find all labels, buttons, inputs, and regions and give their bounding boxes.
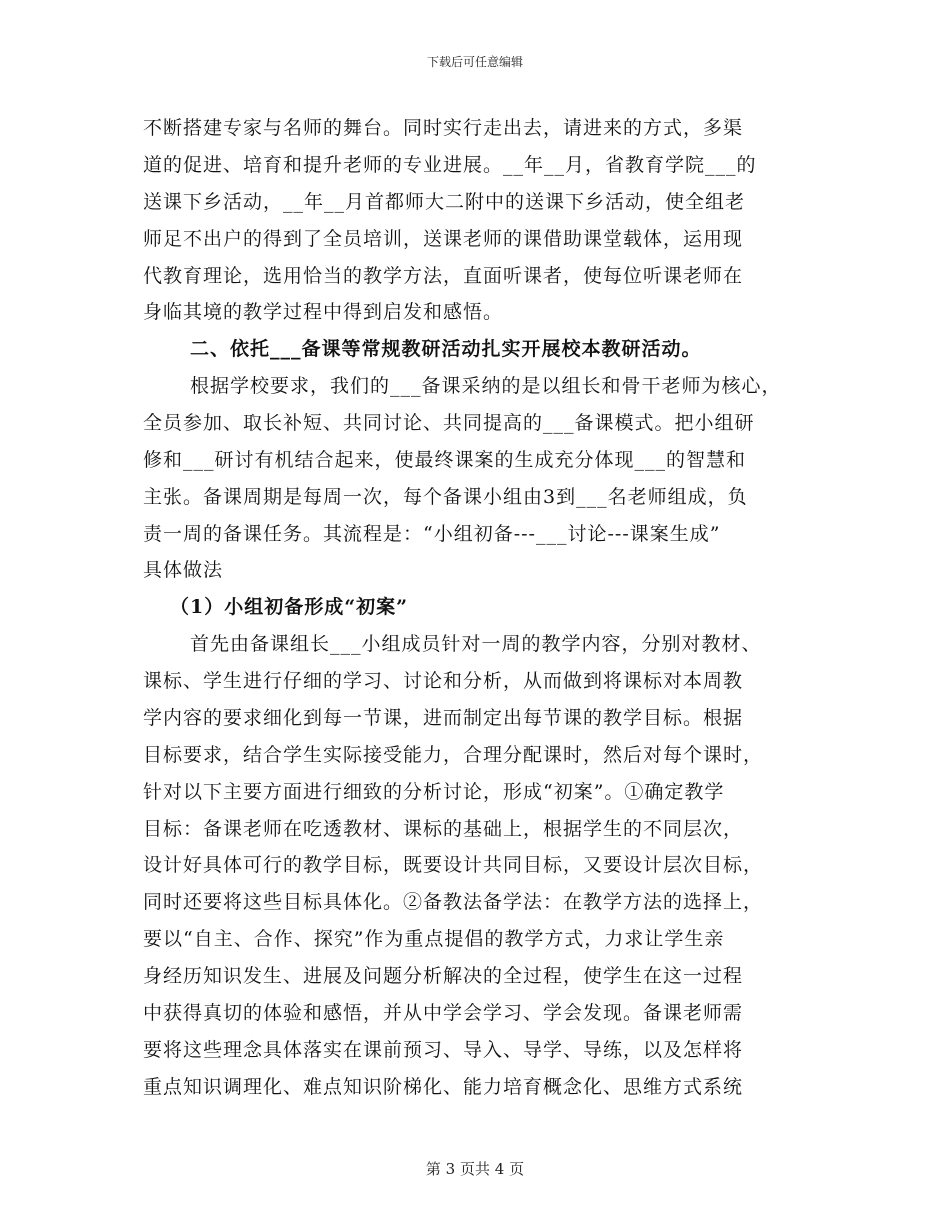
body-line: 责一周的备课任务。其流程是：“小组初备---___讨论---课案生成” [143, 523, 721, 545]
body-line: 代教育理论，选用恰当的教学方法，直面听课者，使每位听课老师在 [143, 265, 744, 287]
body-line: 送课下乡活动，__年__月首都师大二附中的送课下乡活动，使全组老 [143, 191, 746, 213]
body-line: 目标要求，结合学生实际接受能力，合理分配课时，然后对每个课时， [143, 744, 764, 766]
body-line: 要以“自主、合作、探究”作为重点提倡的教学方式，力求让学生亲 [143, 928, 725, 950]
body-line: 主张。备课周期是每周一次，每个备课小组由3到___名老师组成，负 [143, 486, 748, 508]
body-line: 设计好具体可行的教学目标，既要设计共同目标，又要设计层次目标， [143, 854, 764, 876]
body-line: 不断搭建专家与名师的舞台。同时实行走出去，请进来的方式，多渠 [143, 117, 744, 139]
body-line: 目标：备课老师在吃透教材、课标的基础上，根据学生的不同层次， [143, 818, 744, 840]
body-line: 针对以下主要方面进行细致的分析讨论，形成“初案”。①确定教学 [143, 781, 725, 803]
body-line: 修和___研讨有机结合起来，使最终课案的生成充分体现___的智慧和 [143, 449, 747, 471]
body-line: 具体做法 [143, 559, 224, 581]
body-line: 重点知识调理化、难点知识阶梯化、能力培育概念化、思维方式系统 [143, 1076, 744, 1098]
page-header: 下载后可任意编辑 [426, 55, 523, 69]
section-heading: 二、依托___备课等常规教研活动扎实开展校本教研活动。 [190, 338, 702, 360]
body-line: 师足不出户的得到了全员培训，送课老师的课借助课堂载体，运用现 [143, 228, 744, 250]
body-line: 道的促进、培育和提升老师的专业进展。__年__月，省教育学院___的 [143, 154, 757, 176]
body-line: 身经历知识发生、进展及问题分析解决的全过程，使学生在这一过程 [143, 965, 744, 987]
body-line: 全员参加、取长补短、共同讨论、共同提高的___备课模式。把小组研 [143, 412, 755, 434]
body-line: 学内容的要求细化到每一节课，进而制定出每节课的教学目标。根据 [143, 707, 744, 729]
body-line: 身临其境的教学过程中得到启发和感悟。 [143, 301, 504, 323]
body-line: 同时还要将这些目标具体化。②备教法备学法：在教学方法的选择上， [143, 891, 764, 913]
body-line: 课标、学生进行仔细的学习、讨论和分析，从而做到将课标对本周教 [143, 670, 744, 692]
body-line: 首先由备课组长___小组成员针对一周的教学内容，分别对教材、 [190, 633, 762, 655]
subsection-heading: （1）小组初备形成“初案” [170, 596, 409, 618]
body-line: 根据学校要求，我们的___备课采纳的是以组长和骨干老师为核心， [190, 375, 782, 397]
page-footer: 第 3 页共 4 页 [425, 1160, 525, 1178]
body-line: 中获得真切的体验和感悟，并从中学会学习、学会发现。备课老师需 [143, 1002, 744, 1024]
body-line: 要将这些理念具体落实在课前预习、导入、导学、导练，以及怎样将 [143, 1039, 744, 1061]
